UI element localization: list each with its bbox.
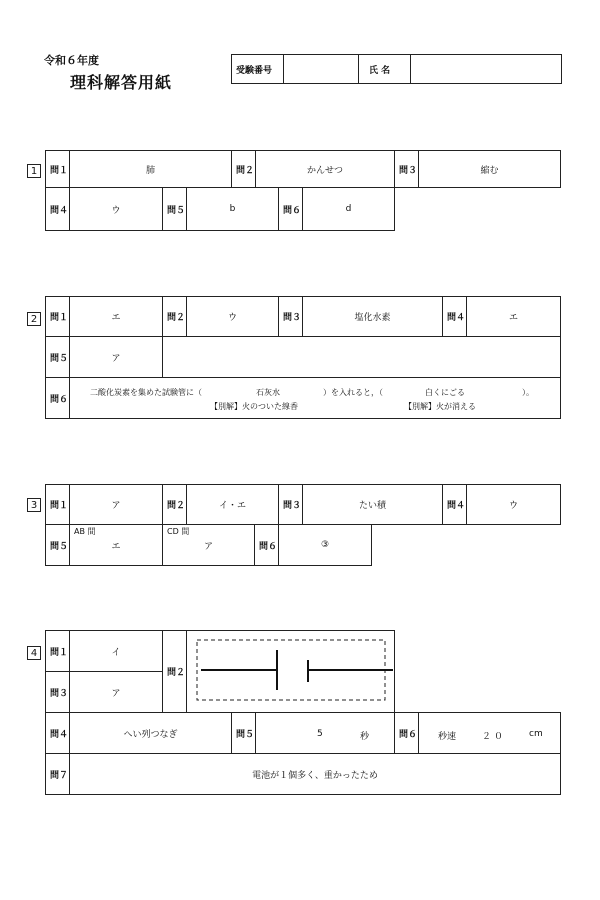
question-2-number: 2 [27,312,41,326]
name-field[interactable] [410,54,562,84]
exam-number-label: 受験番号 [231,54,284,84]
q2-answer-5[interactable]: ア [69,336,163,378]
q4-label-4: 問４ [45,712,70,754]
q4-label-3: 問３ [45,671,70,713]
q4-answer-2[interactable] [186,630,395,713]
q2-q6-blank-1[interactable]: 石灰水 [256,388,280,397]
q2-answer-3[interactable]: 塩化水素 [302,296,443,337]
q3-answer-4[interactable]: ウ [466,484,561,525]
q1-answer-5[interactable]: b [186,187,279,231]
exam-number-field[interactable] [283,54,359,84]
battery-circuit-icon [187,631,396,714]
q2-q6-blank-2[interactable]: 白くにごる [425,388,465,397]
q4-label-1: 問１ [45,630,70,672]
q2-q6-alt-1: 【別解】火のついた線香 [210,402,298,411]
q2-label-6: 問６ [45,377,70,419]
q4-answer-5[interactable] [255,712,395,754]
question-3-number: 3 [27,498,41,512]
q2-q6-alt-2: 【別解】火が消える [404,402,476,411]
q1-answer-6[interactable]: d [302,187,395,231]
question-4-number: 4 [27,646,41,660]
q4-answer-7[interactable]: 電池が１個多く、重かったため [69,753,561,795]
q3-cd-label: CD 間 [167,527,190,536]
q4-answer-3[interactable]: ア [69,671,163,713]
q4-answer-5-unit: 秒 [360,732,370,742]
q1-label-6: 問６ [278,187,303,231]
q1-label-1: 問１ [45,150,70,188]
question-1-number: 1 [27,164,41,178]
q2-q6-text-a: 二酸化炭素を集めた試験管に（ [90,388,202,397]
q3-answer-5-ab[interactable]: エ [69,524,163,566]
q1-label-2: 問２ [231,150,256,188]
q4-answer-6-prefix: 秒速 [438,732,457,742]
q2-answer-2[interactable]: ウ [186,296,279,337]
q3-ab-label: AB 間 [74,527,96,536]
q3-label-3: 問３ [278,484,303,525]
q3-answer-1[interactable]: ア [69,484,163,525]
q3-answer-2[interactable]: イ・エ [186,484,279,525]
page-title: 理科解答用紙 [70,73,173,92]
q4-answer-1[interactable]: イ [69,630,163,672]
q2-label-1: 問１ [45,296,70,337]
q4-answer-4[interactable]: へい列つなぎ [69,712,232,754]
q2-label-4: 問４ [442,296,467,337]
q3-label-1: 問１ [45,484,70,525]
q4-label-5: 問５ [231,712,256,754]
q3-label-5: 問５ [45,524,70,566]
q3-label-4: 問４ [442,484,467,525]
q2-answer-4[interactable]: エ [466,296,561,337]
q3-answer-3[interactable]: たい積 [302,484,443,525]
q1-answer-1[interactable]: 肺 [69,150,232,188]
q1-answer-4[interactable]: ウ [69,187,163,231]
q4-answer-6-value: ２０ [482,732,507,742]
q4-answer-5-value: 5 [317,729,323,739]
q3-label-6: 問６ [254,524,279,566]
q1-answer-2[interactable]: かんせつ [255,150,395,188]
q1-answer-3[interactable]: 縮む [418,150,561,188]
q3-answer-5-cd[interactable]: ア [162,524,255,566]
q2-q6-text-c: ）。 [522,388,534,397]
q3-answer-6[interactable]: ③ [278,524,372,566]
q4-label-2: 問２ [162,630,187,713]
q4-label-7: 問７ [45,753,70,795]
name-label: 氏 名 [358,54,411,84]
q1-label-5: 問５ [162,187,187,231]
q2-label-3: 問３ [278,296,303,337]
q1-label-3: 問３ [394,150,419,188]
q3-label-2: 問２ [162,484,187,525]
q4-answer-6-unit: cm [529,729,543,739]
q1-label-4: 問４ [45,187,70,231]
q2-empty-cell [162,336,561,378]
q2-answer-6[interactable] [69,377,561,419]
q2-answer-1[interactable]: エ [69,296,163,337]
q4-label-6: 問６ [394,712,419,754]
q2-label-5: 問５ [45,336,70,378]
q2-label-2: 問２ [162,296,187,337]
exam-year: 令和６年度 [44,54,99,67]
q2-q6-text-b: ）を入れると，（ [323,388,383,397]
